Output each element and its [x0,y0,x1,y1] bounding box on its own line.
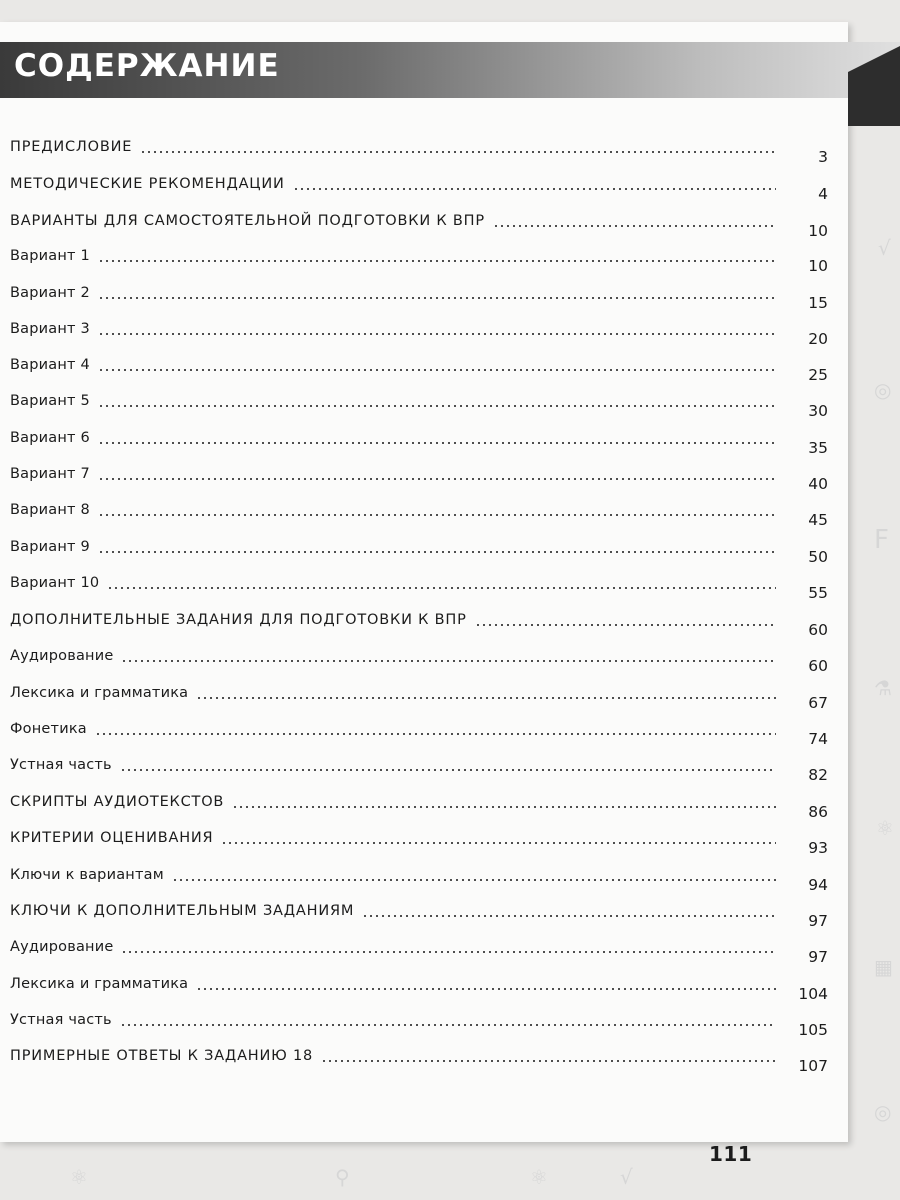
toc-entry-page: 60 [808,621,828,639]
toc-entry [10,574,828,602]
toc-entry [10,975,828,1003]
toc-entry-label: КРИТЕРИИ ОЦЕНИВАНИЯ [10,830,214,846]
sqrt-icon: √ [620,1165,633,1189]
toc-entry-page: 104 [798,985,828,1003]
toc-entry-label: Вариант 6 [10,430,90,446]
dot-leader [98,467,776,481]
dot-leader [98,249,776,263]
dot-leader [98,540,776,554]
toc-entry-page: 30 [808,402,828,420]
toc-entry-label: Аудирование [10,939,114,955]
toc-entry-label: Устная часть [10,757,112,773]
toc-entry-page: 74 [808,730,828,748]
toc-entry-page: 45 [808,511,828,529]
compass-icon: ⚲ [335,1165,350,1189]
toc-entry-label: КЛЮЧИ К ДОПОЛНИТЕЛЬНЫМ ЗАДАНИЯМ [10,903,355,919]
atom-icon: ⚛ [70,1165,88,1189]
dot-leader [98,503,776,517]
calculator-icon: ▦ [874,955,893,979]
toc-entry-label: Аудирование [10,648,114,664]
toc-entry [10,720,828,748]
dot-leader [475,613,776,627]
toc-entry [10,429,828,457]
toc-entry [10,320,828,348]
dot-leader [196,686,776,700]
toc-entry-page: 4 [818,185,828,203]
sqrt-icon: √ [878,236,891,260]
toc-entry-label: Лексика и грамматика [10,685,189,701]
toc-entry [10,538,828,566]
toc-entry [10,392,828,420]
toc-entry [10,284,828,312]
toc-entry-label: Вариант 9 [10,539,90,555]
toc-entry-page: 25 [808,366,828,384]
toc-entry-label: Устная часть [10,1012,112,1028]
toc-entry-page: 15 [808,294,828,312]
toc-entry-label: ВАРИАНТЫ ДЛЯ САМОСТОЯТЕЛЬНОЙ ПОДГОТОВКИ К ВПР [10,213,485,229]
dot-leader [232,795,776,809]
toc-entry-label: Вариант 1 [10,248,90,264]
globe-icon: ◎ [874,1100,892,1124]
toc-entry [10,611,828,639]
dot-leader [493,214,776,228]
toc-entry [10,212,828,240]
toc-entry-page: 10 [808,222,828,240]
dot-leader [120,1013,776,1027]
toc-entry-page: 3 [818,148,828,166]
toc-entry-page: 86 [808,803,828,821]
dot-leader [98,394,776,408]
toc-entry [10,938,828,966]
toc-entry-label: Вариант 3 [10,321,90,337]
toc-entry-page: 105 [798,1021,828,1039]
dot-leader [321,1049,776,1063]
toc-entry-page: 10 [808,257,828,275]
toc-entry [10,138,828,166]
toc-entry [10,647,828,675]
globe-icon: ◎ [874,378,892,402]
page-number: 111 [709,1142,753,1166]
toc-entry [10,247,828,275]
toc-entry [10,756,828,784]
toc-entry-label: Вариант 8 [10,502,90,518]
toc-entry-label: Вариант 7 [10,466,90,482]
toc-entry-page: 93 [808,839,828,857]
toc-entry-label: СКРИПТЫ АУДИОТЕКСТОВ [10,794,225,810]
toc-entry-page: 35 [808,439,828,457]
dot-leader [120,758,776,772]
dot-leader [107,576,776,590]
toc-entry-page: 50 [808,548,828,566]
flask-icon: ⚗ [874,676,892,700]
dot-leader [196,977,776,991]
toc-entry [10,902,828,930]
toc-entry-page: 40 [808,475,828,493]
toc-entry [10,356,828,384]
toc-entry-label: Вариант 10 [10,575,100,591]
dot-leader [172,868,776,882]
dot-leader [98,322,776,336]
toc-entry-page: 20 [808,330,828,348]
page-title: СОДЕРЖАНИЕ [14,48,280,84]
toc-entry [10,866,828,894]
toc-entry [10,1047,828,1075]
toc-entry-label: Фонетика [10,721,87,737]
dot-leader [98,286,776,300]
toc-entry-label: Вариант 5 [10,393,90,409]
toc-entry-page: 82 [808,766,828,784]
toc-entry [10,465,828,493]
toc-entry-page: 97 [808,948,828,966]
toc-entry [10,684,828,712]
dot-leader [98,431,776,445]
dot-leader [95,722,776,736]
dot-leader [140,140,776,154]
toc-entry-page: 67 [808,694,828,712]
toc-entry-label: Ключи к вариантам [10,867,164,883]
toc-entry-label: ПРЕДИСЛОВИЕ [10,139,133,155]
toc-entry-label: ПРИМЕРНЫЕ ОТВЕТЫ К ЗАДАНИЮ 18 [10,1048,314,1064]
toc-entry-page: 107 [798,1057,828,1075]
toc-entry [10,793,828,821]
atom-icon: ⚛ [876,816,894,840]
toc-entry-label: Вариант 2 [10,285,90,301]
toc-entry [10,501,828,529]
toc-entry [10,175,828,203]
atom-icon: ⚛ [530,1165,548,1189]
dot-leader [121,649,776,663]
toc-entry [10,829,828,857]
toc-entry [10,1011,828,1039]
toc-entry-label: ДОПОЛНИТЕЛЬНЫЕ ЗАДАНИЯ ДЛЯ ПОДГОТОВКИ К ВПР [10,612,467,628]
toc-entry-label: Лексика и грамматика [10,976,189,992]
toc-entry-page: 94 [808,876,828,894]
dot-leader [121,940,776,954]
dot-leader [221,831,776,845]
letter-f-icon: F [874,525,889,555]
toc-entry-page: 60 [808,657,828,675]
toc-entry-page: 97 [808,912,828,930]
dot-leader [362,904,776,918]
toc-entry-label: Вариант 4 [10,357,90,373]
toc-entry-page: 55 [808,584,828,602]
dot-leader [98,358,776,372]
toc-entry-label: МЕТОДИЧЕСКИЕ РЕКОМЕНДАЦИИ [10,176,285,192]
dot-leader [293,177,776,191]
